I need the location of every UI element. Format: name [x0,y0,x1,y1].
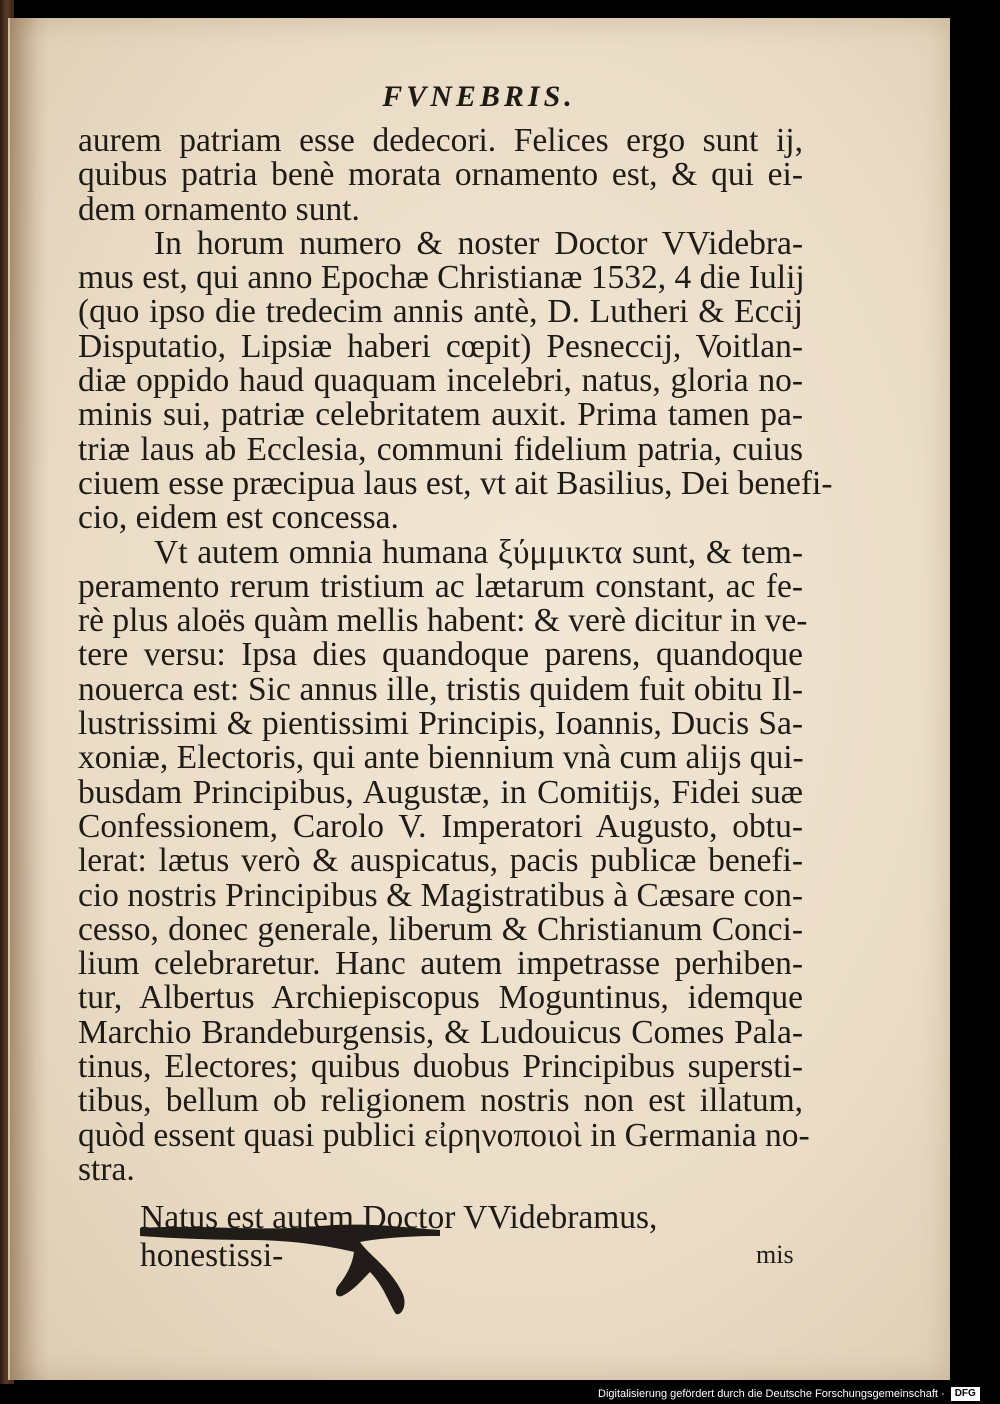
text-line: lerat: lætus verò & auspicatus, pacis publicæ benefi- [78,842,803,880]
catchword: mis [756,1240,794,1269]
text-line: dem ornamento sunt. [78,190,360,228]
page-edge-stain [10,18,50,1380]
text-line: tinus, Electores; quibus duobus Principibus supersti- [78,1048,803,1086]
text-line: rè plus aloës quàm mellis habent: & verè dicitur in ve- [78,602,808,640]
footer-text: Digitalisierung gefördert durch die Deutsche Forschungsgemeinschaft · [598,1388,945,1400]
last-text-line: Natus est autem Doctor VVidebramus, honestissi- [140,1199,658,1274]
text-line: stra. [78,1150,135,1188]
text-line: diæ oppido haud quaquam incelebri, natus, gloria no- [78,362,803,400]
text-line: In horum numero & noster Doctor VVidebra- [154,224,803,262]
text-line: quibus patria benè morata ornamento est, & qui ei- [78,156,803,194]
text-line: minis sui, patriæ celebritatem auxit. Prima tamen pa- [78,396,803,434]
text-line: xoniæ, Electoris, qui ante biennium vnà cum alijs qui- [78,739,804,777]
book-page [8,18,950,1380]
running-head: FVNEBRIS. [382,80,576,113]
text-line: tibus, bellum ob religionem nostris non est illatum, [78,1082,803,1120]
text-line: (quo ipso die tredecim annis antè, D. Lutheri & Eccij [78,293,803,331]
body-text [78,122,833,1188]
text-line: tur, Albertus Archiepiscopus Moguntinus, idemque [78,979,803,1017]
text-line: lium celebraretur. Hanc autem impetrasse perhiben- [78,945,803,983]
text-line: aurem patriam esse dedecori. Felices ergo sunt ij, [78,122,803,159]
text-line: cio nostris Principibus & Magistratibus à Cæsare con- [78,876,803,914]
text-line: ciuem esse præcipua laus est, vt ait Basilius, Dei benefi- [78,464,833,502]
dfg-logo: DFG [951,1387,980,1401]
text-line: Disputatio, Lipsiæ haberi cœpit) Pesneccij, Voitlan- [78,327,803,365]
text-line: lustrissimi & pientissimi Principis, Ioannis, Ducis Sa- [78,705,803,743]
text-line: Confessionem, Carolo V. Imperatori Augusto, obtu- [78,807,803,845]
text-line: peramento rerum tristium ac lætarum constant, ac fe- [78,567,803,605]
text-line: cio, eidem est concessa. [78,499,399,537]
text-line: triæ laus ab Ecclesia, communi fidelium patria, cuius [78,430,803,468]
text-line: quòd essent quasi publici εἰρηνοποιοὶ in Germania no- [78,1116,810,1154]
text-line: Marchio Brandeburgensis, & Ludouicus Comes Pala- [78,1013,803,1051]
text-line: tere versu: Ipsa dies quandoque parens, quandoque [78,636,803,674]
text-line: cesso, donec generale, liberum & Christianum Conci- [78,910,803,948]
text-line: busdam Principibus, Augustæ, in Comitijs, Fidei suæ [78,773,803,811]
text-line: Vt autem omnia humana ξύμμικτα sunt, & tem- [154,533,803,571]
text-line: nouerca est: Sic annus ille, tristis quidem fuit obitu Il- [78,670,803,708]
digitization-footer [598,1384,980,1404]
text-line: mus est, qui anno Epochæ Christianæ 1532, 4 die Iulij [78,259,805,297]
